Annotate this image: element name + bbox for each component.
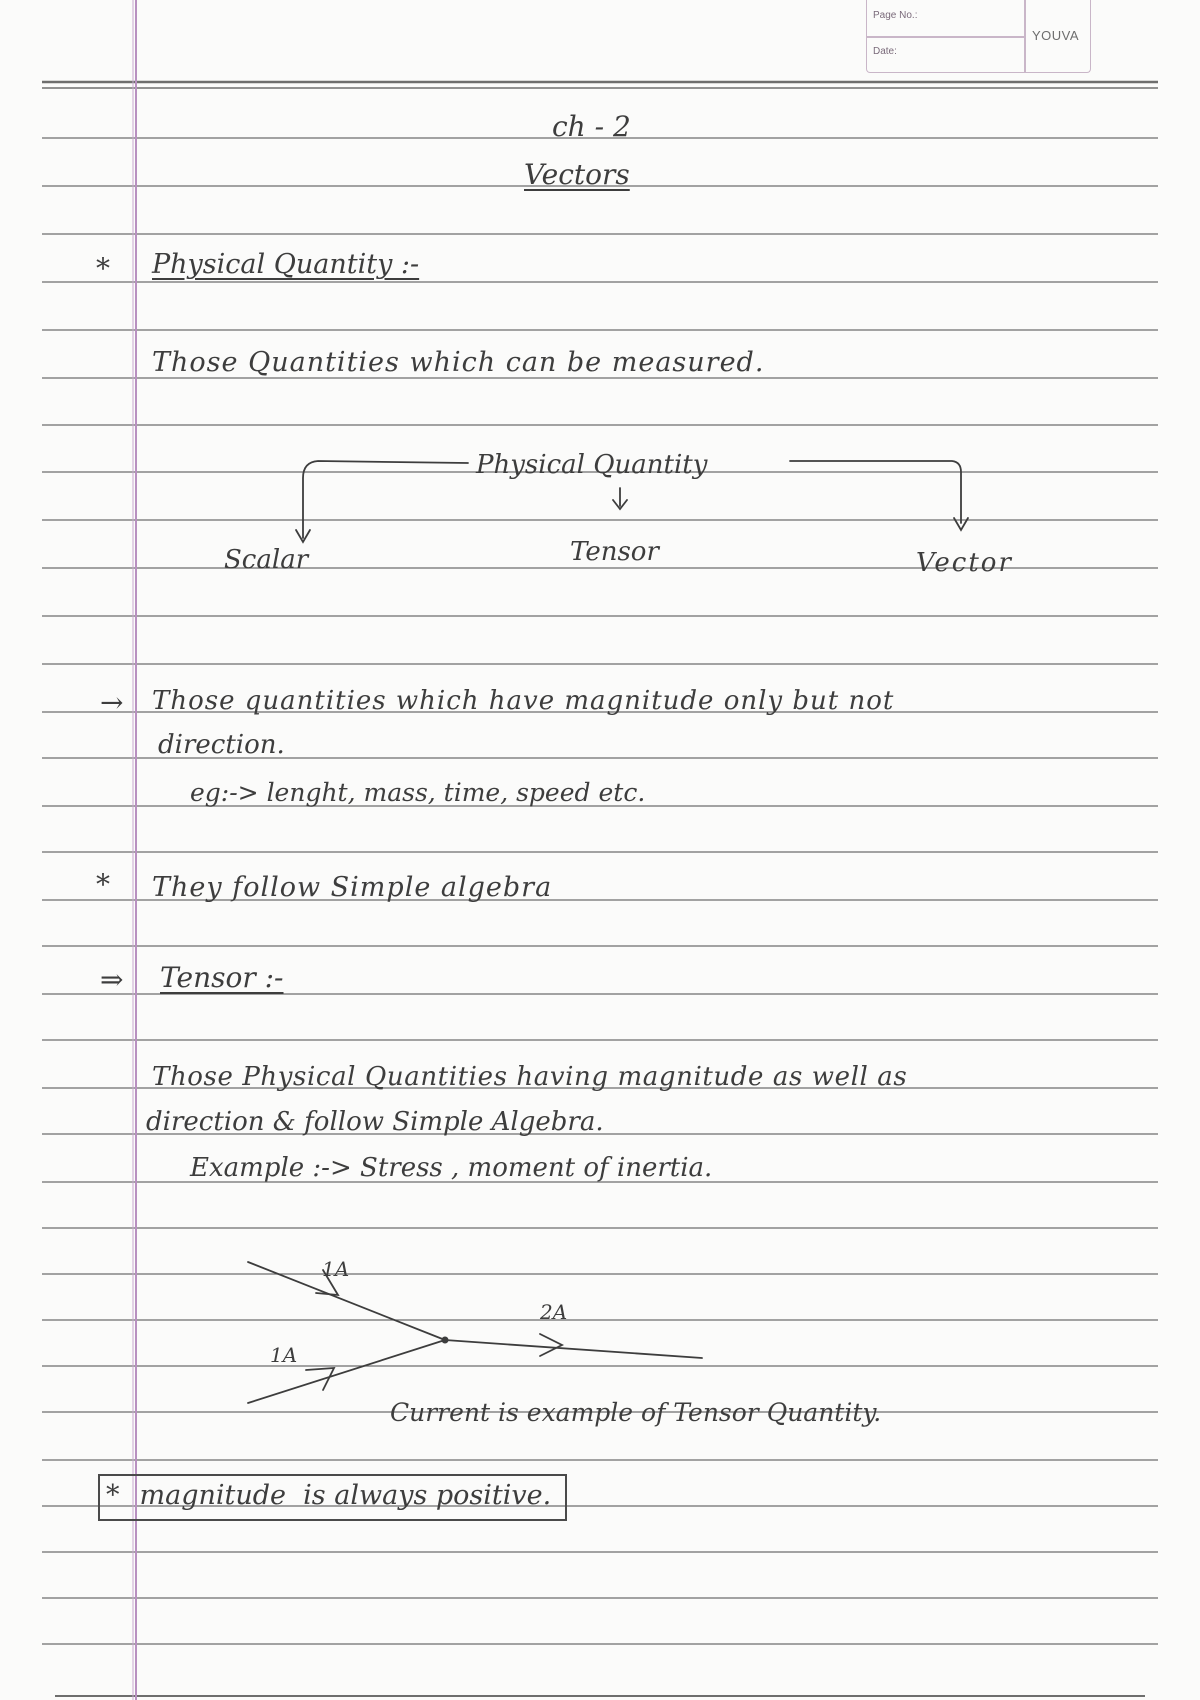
scalar-example: eg:-> lenght, mass, time, speed etc. xyxy=(190,778,646,807)
scalar-definition-line1: Those quantities which have magnitude only but not xyxy=(152,686,895,716)
tree-root: Physical Quantity xyxy=(476,450,708,480)
arrowhead-bottom xyxy=(306,1368,334,1390)
magnitude-note: magnitude is always positive. xyxy=(139,1480,552,1511)
scalar-note: They follow Simple algebra xyxy=(152,872,553,903)
current-label-in-bottom: 1A xyxy=(270,1343,298,1367)
page-no-label: Page No.: xyxy=(873,10,918,21)
tensor-example: Example :-> Stress , moment of inertia. xyxy=(190,1153,713,1183)
arrowhead-out xyxy=(540,1334,562,1356)
tensor-definition-line1: Those Physical Quantities having magnitude as well as xyxy=(152,1062,908,1092)
tree-leaf-vector: Vector xyxy=(916,548,1013,578)
bullet-star: * xyxy=(106,1480,120,1511)
junction-node xyxy=(442,1337,449,1344)
tensor-definition-line2: direction & follow Simple Algebra. xyxy=(146,1107,604,1137)
arrow-marker: → xyxy=(100,686,124,719)
arrow-marker: ⇒ xyxy=(100,963,124,996)
wire-out xyxy=(445,1340,702,1358)
current-label-in-top: 1A xyxy=(322,1257,350,1281)
current-label-out: 2A xyxy=(540,1300,568,1324)
brand-label: YOUVA xyxy=(1032,28,1080,43)
magnitude-note-box xyxy=(98,1474,567,1521)
date-label: Date: xyxy=(873,46,897,57)
physical-quantity-heading: Physical Quantity :- xyxy=(152,249,420,280)
scalar-definition-line2: direction. xyxy=(158,730,285,760)
page-title: Vectors xyxy=(524,158,630,191)
physical-quantity-definition: Those Quantities which can be measured. xyxy=(152,347,765,378)
tree-leaf-tensor: Tensor xyxy=(570,537,659,567)
tree-leaf-scalar: Scalar xyxy=(224,545,309,575)
current-diagram-caption: Current is example of Tensor Quantity. xyxy=(390,1398,882,1427)
bullet-star: * xyxy=(96,252,110,285)
chapter-label: ch - 2 xyxy=(552,110,631,143)
bullet-star: * xyxy=(96,868,110,901)
tensor-heading: Tensor :- xyxy=(160,961,284,994)
